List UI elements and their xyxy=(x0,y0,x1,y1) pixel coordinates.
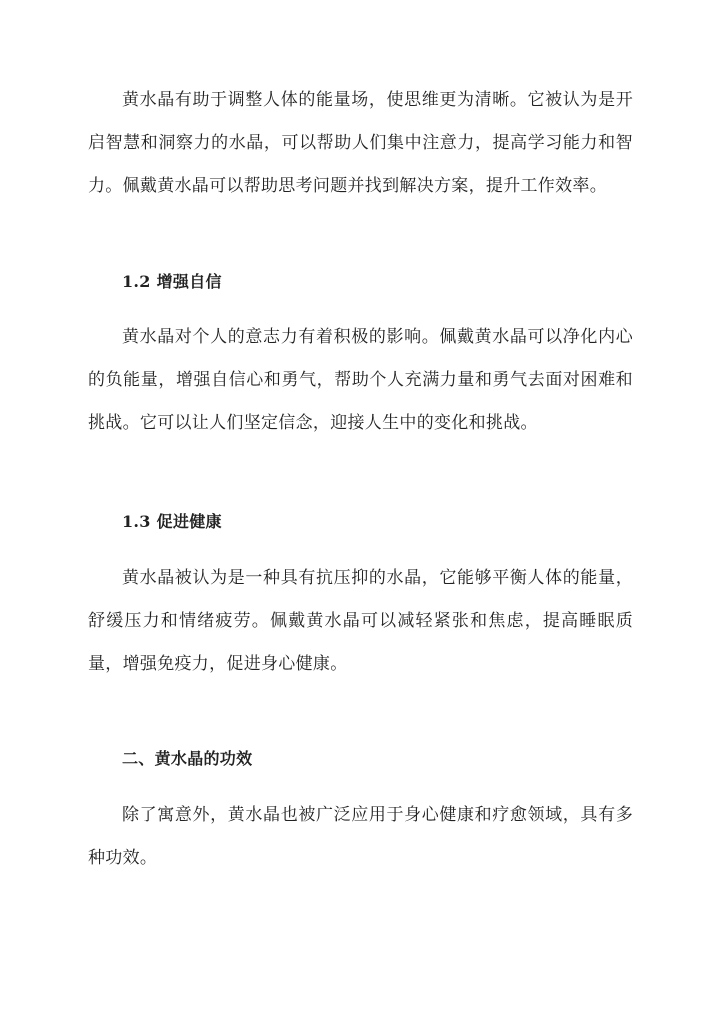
paragraph-efficacy: 除了寓意外，黄水晶也被广泛应用于身心健康和疗愈领域，具有多种功效。 xyxy=(88,805,633,868)
paragraph-confidence: 黄水晶对个人的意志力有着积极的影响。佩戴黄水晶可以净化内心的负能量，增强自信心和勇气，帮助个人充满力量和勇气去面对困难和挑战。它可以让人们坚定信念，迎接人生中的变化和挑战。 xyxy=(88,327,633,433)
section-heading-confidence: 1.2 增强自信 xyxy=(122,272,222,291)
section-heading-health: 1.3 促进健康 xyxy=(122,512,222,531)
paragraph-health: 黄水晶被认为是一种具有抗压抑的水晶，它能够平衡人体的能量，舒缓压力和情绪疲劳。佩戴黄水晶可以减轻紧张和焦虑，提高睡眠质量，增强免疫力，促进身心健康。 xyxy=(88,568,633,674)
paragraph-wisdom: 黄水晶有助于调整人体的能量场，使思维更为清晰。它被认为是开启智慧和洞察力的水晶，可以帮助人们集中注意力，提高学习能力和智力。佩戴黄水晶可以帮助思考问题并找到解决方案，提升工作效率。 xyxy=(88,90,633,196)
section-heading-efficacy: 二、黄水晶的功效 xyxy=(122,749,253,768)
